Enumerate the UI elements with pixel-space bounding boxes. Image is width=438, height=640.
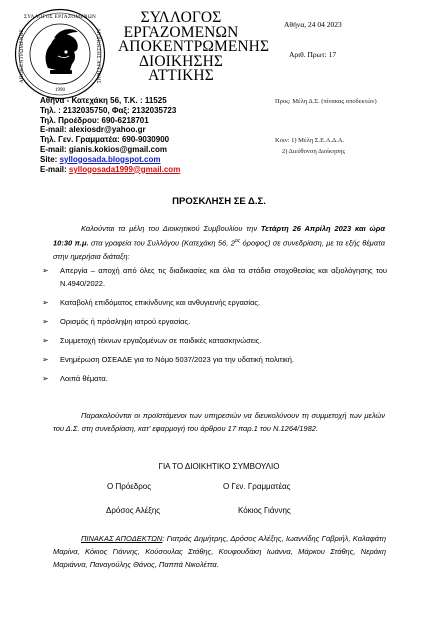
recipients-label: ΠΙΝΑΚΑΣ ΑΠΟΔΕΚΤΩΝ: [81, 534, 163, 543]
president-name: Δρόσος Αλέξης: [106, 506, 161, 515]
agenda-item: [42, 334, 387, 347]
svg-text:ΑΠΟΚΕΝΤΡΩΜΕΝΗΣ: ΑΠΟΚΕΝΤΡΩΜΕΝΗΣ: [19, 28, 25, 84]
notify-1: Κοιν: 1) Μέλη Σ.Ε.Α.Δ.Α.: [275, 137, 345, 144]
org-line: ΣΥΛΛΟΓΟΣ: [140, 9, 222, 26]
recipients-list: [53, 532, 386, 571]
org-line: ΕΡΓΑΖΟΜΕΝΩΝ: [123, 23, 239, 41]
address: Αθήνα - Κατεχάκη 56, Τ.Κ. : 11525: [40, 96, 167, 105]
seal-year: 1990: [55, 88, 65, 93]
protocol-number: Αριθ. Πρωτ: 17: [289, 50, 337, 59]
org-line: ΑΠΟΚΕΝΤΡΩΜΕΝΗΣ: [118, 38, 270, 56]
board-heading: ΓΙΑ ΤΟ ΔΙΟΙΚΗΤΙΚΟ ΣΥΜΒΟΥΛΙΟ: [158, 462, 280, 471]
email-3-line: [40, 165, 180, 175]
union-seal: [14, 8, 106, 100]
org-line: ΔΙΟΙΚΗΣΗΣ: [138, 52, 223, 70]
document-date: Αθήνα, 24 04 2023: [284, 20, 342, 29]
intro-text-2: στα γραφεία του Συλλόγου (Κατεχάκη 56, 2: [88, 238, 235, 248]
agenda-item-text: Καταβολή επιδόματος επικίνδυνης και ανθυγιεινής εργασίας.: [60, 298, 261, 307]
agenda-item: [42, 353, 387, 366]
secretary-name: Κόκιος Γιάννης: [238, 506, 291, 515]
arrow-bullet-icon: ➢: [42, 266, 49, 275]
agenda-list: [42, 264, 387, 391]
floor-superscript: ος: [234, 238, 241, 245]
agenda-item: [42, 372, 387, 385]
arrow-bullet-icon: ➢: [42, 336, 49, 345]
agenda-item: [42, 264, 387, 290]
phones: Τηλ. : 2132035750, Φαξ: 2132035723: [40, 105, 177, 115]
intro-paragraph: [53, 222, 385, 264]
arrow-bullet-icon: ➢: [42, 298, 49, 307]
arrow-bullet-icon: ➢: [42, 374, 49, 383]
meeting-datetime: Τετάρτη 26 Απρίλη 2023 και ώρα 10:30 π.μ.: [53, 224, 385, 248]
arrow-bullet-icon: ➢: [42, 355, 49, 364]
agenda-item-text: Ορισμός ή πρόσληψη ιατρού εργασίας.: [60, 317, 191, 326]
notify-2: 2) Διεύθυνση Διοίκησης: [282, 148, 346, 155]
email-3-link[interactable]: syllogosada1999@gmail.com: [68, 164, 181, 174]
email-2: E-mail: gianis.kokios@gmail.com: [40, 144, 167, 154]
agenda-item-text: Ενημέρωση ΟΣΕΑΔΕ για το Νόμο 5037/2023 για την υδατική πολιτική.: [60, 355, 295, 364]
intro-text-1: Καλούνται τα μέλη του Διοικητικού Συμβουλίου την: [81, 224, 261, 233]
org-line: ΑΤΤΙΚΗΣ: [148, 67, 214, 85]
agenda-item-text: Λοιπά θέματα.: [60, 374, 108, 383]
agenda-item-text: Απεργία – αποχή από όλες τις διαδικασίες και όλα τα στάδια στοχοθεσίας και αξιολόγησης του Ν.4940/2022.: [60, 266, 387, 288]
president-phone: Τηλ. Προέδρου: 690-6218701: [40, 115, 149, 125]
email-1: E-mail: alexiosdr@yahoo.gr: [40, 125, 146, 135]
athena-head-icon: [46, 29, 78, 74]
svg-text:ΣΥΛΛΟΓΟΣ ΕΡΓΑΖΟΜΕΝΩΝ: ΣΥΛΛΟΓΟΣ ΕΡΓΑΖΟΜΕΝΩΝ: [23, 14, 97, 20]
svg-text:ΔΙΟΙΚΗΣΗΣ ΑΤΤΙΚΗΣ: ΔΙΟΙΚΗΣΗΣ ΑΤΤΙΚΗΣ: [95, 28, 101, 84]
contact-block: [40, 96, 180, 174]
agenda-item-text: Συμμετοχή τέκνων εργαζομένων σε παιδικές κατασκηνώσεις.: [60, 336, 262, 345]
secretary-phone: Τηλ. Γεν. Γραμματέα: 690-9030900: [40, 135, 170, 145]
arrow-bullet-icon: ➢: [42, 317, 49, 326]
closing-paragraph: Παρακαλούνται οι προϊστάμενοι των υπηρεσιών να διευκολύνουν τη συμμετοχή των μελών του Δ.Σ. στη συνεδρίαση, κατ' εφαρμογή του άρθρου 17 παρ.1 του Ν.1264/1982.: [53, 411, 385, 434]
email-3-label: E-mail:: [40, 164, 69, 174]
president-title: Ο Πρόεδρος: [107, 482, 152, 491]
site-link[interactable]: syllogosada.blogspot.com: [59, 154, 161, 164]
intro-text-3: όροφος) σε συνεδρίαση, με τα εξής θέματα στην ημερήσια διάταξη:: [53, 238, 386, 262]
site-line: [40, 155, 180, 165]
organization-name: [118, 9, 270, 85]
agenda-item: [42, 296, 387, 309]
agenda-item: [42, 315, 387, 328]
document-title: ΠΡΟΣΚΛΗΣΗ ΣΕ Δ.Σ.: [172, 196, 266, 207]
recipient-to: Προς: Μέλη Δ.Σ. (πίνακας αποδεκτών): [275, 98, 377, 105]
site-label: Site:: [40, 154, 60, 164]
recipients-names: : Γιατράς Δημήτρης, Δρόσος Αλέξης, Ιωαννίδης Γαβριήλ, Καλαφάτη Μαρίνα, Κόκιος Γιάννης, Κούσουλας Στάθης, Κουφουδάκη Ιωάννα, Μάρκου Στάθης, Νεράκη Μαριάννα, Παναγούλης Θάνος, Παππά Νικολέττα.: [53, 534, 386, 569]
secretary-title: Ο Γεν. Γραμματέας: [223, 482, 291, 491]
